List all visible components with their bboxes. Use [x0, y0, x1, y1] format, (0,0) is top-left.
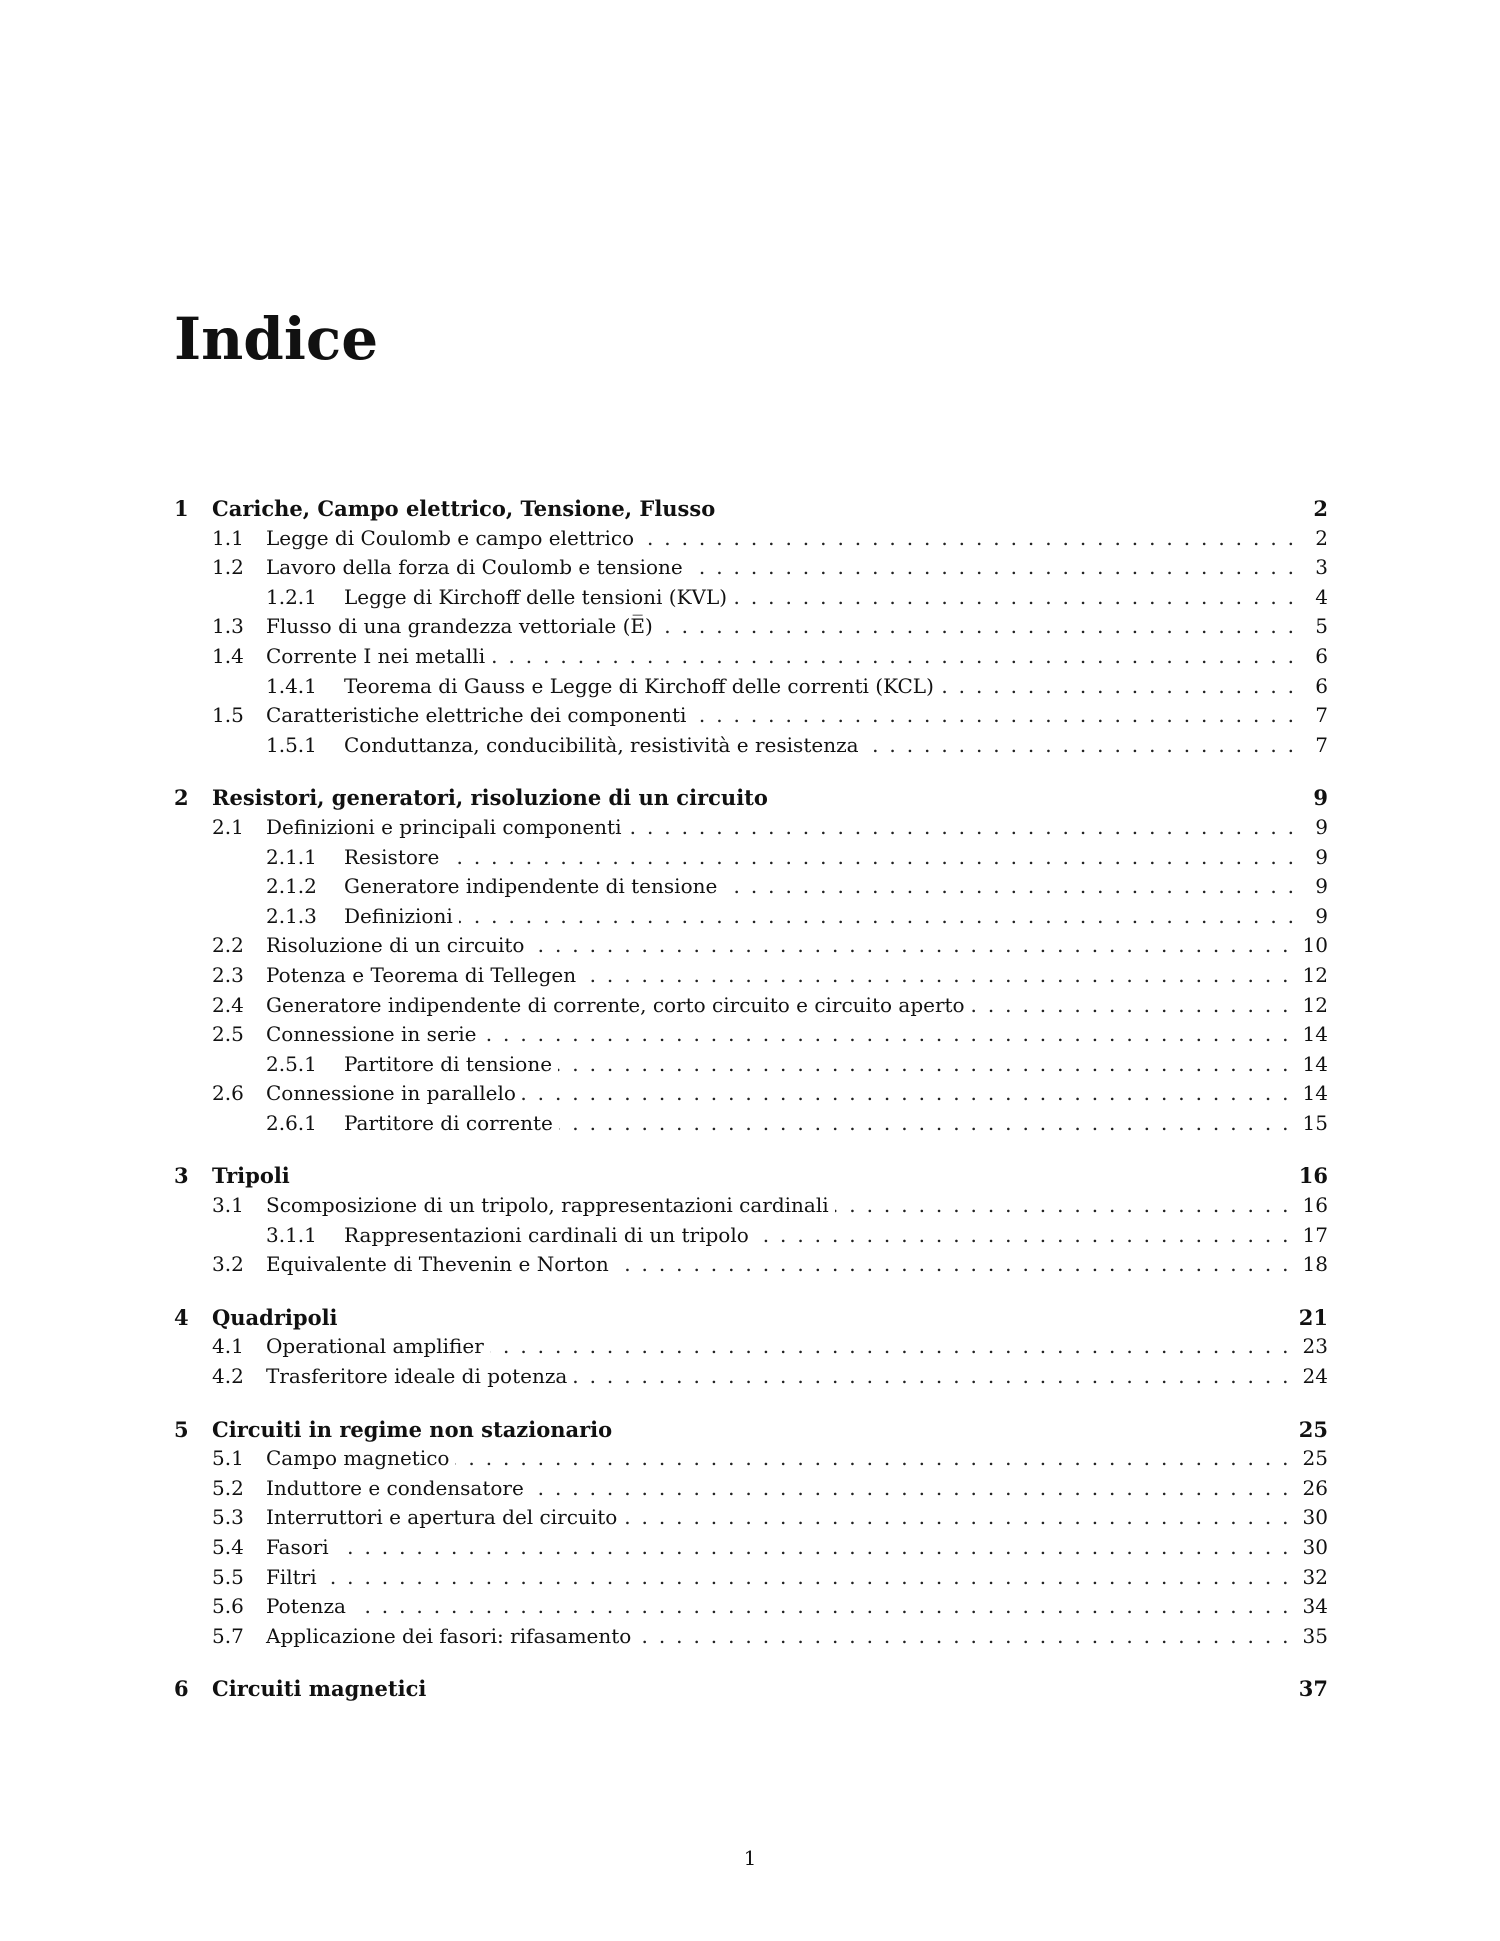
toc-entry-number: 3.1 — [212, 1193, 244, 1218]
toc-entry-title: Potenza — [266, 1594, 346, 1619]
toc-entry-page: 15 — [1302, 1110, 1328, 1135]
toc-entry-page: 23 — [1302, 1334, 1328, 1359]
toc-entry-title: Lavoro della forza di Coulomb e tensione — [266, 555, 683, 580]
toc-entry-page: 7 — [1315, 703, 1328, 728]
toc-section[interactable] — [174, 1081, 1328, 1111]
toc-entry-number: 4 — [174, 1304, 189, 1330]
toc-section[interactable] — [174, 1022, 1328, 1052]
toc-entry-number: 3.2 — [212, 1252, 244, 1277]
toc-entry-page: 4 — [1315, 584, 1328, 609]
dot-leader — [582, 963, 1302, 987]
toc-entry-number: 5.6 — [212, 1594, 244, 1619]
toc-entry-number: 5.4 — [212, 1535, 244, 1559]
toc-entry-number: 1 — [174, 496, 189, 521]
toc-section[interactable] — [174, 555, 1328, 585]
dot-leader — [573, 1364, 1302, 1388]
toc-section[interactable] — [174, 933, 1328, 963]
toc-entry-title: Corrente I nei metalli — [266, 643, 486, 668]
toc-entry-number: 5.5 — [212, 1564, 244, 1589]
toc-entry-page: 2 — [1313, 496, 1328, 521]
page-number: 1 — [743, 1846, 757, 1870]
toc-entry-number: 4.2 — [212, 1364, 244, 1389]
toc-section[interactable] — [174, 1446, 1328, 1476]
toc-entry-title: Interruttori e apertura del circuito — [266, 1505, 618, 1530]
toc-chapter — [174, 1676, 1328, 1706]
dot-leader — [940, 674, 1308, 698]
toc-entry-title: Filtri — [266, 1564, 317, 1589]
toc-entry-number: 5.1 — [212, 1446, 244, 1471]
toc-entry-page: 7 — [1315, 732, 1328, 757]
dot-leader — [755, 1223, 1303, 1247]
toc-entry-title: Caratteristiche elettriche dei componenti — [266, 703, 687, 728]
toc-entry-number: 2.6.1 — [266, 1110, 317, 1135]
toc-entry-title: Definizioni e principali componenti — [266, 814, 622, 839]
toc-entry-page: 14 — [1302, 1022, 1328, 1047]
toc-entry-title: Potenza e Teorema di Tellegen — [266, 962, 577, 987]
dot-leader — [483, 1022, 1303, 1046]
toc-section[interactable] — [174, 1334, 1328, 1364]
dot-leader — [723, 874, 1308, 898]
toc-entry-page: 25 — [1298, 1416, 1328, 1442]
toc-entry-title: Generatore indipendente di corrente, corto circuito e circuito aperto — [266, 992, 965, 1017]
toc-chapter-heading[interactable] — [174, 785, 1328, 815]
dot-leader — [733, 585, 1308, 609]
toc-subsubsection[interactable] — [174, 1223, 1328, 1253]
toc-entry-number: 2.1.2 — [266, 874, 317, 899]
toc-entry-title: Generatore indipendente di tensione — [344, 874, 718, 899]
dot-leader — [459, 904, 1308, 928]
toc-section[interactable] — [174, 1476, 1328, 1506]
toc-entry-number: 2.1.1 — [266, 844, 317, 869]
table-of-contents — [174, 496, 1328, 1729]
toc-entry-page: 14 — [1302, 1051, 1328, 1076]
dot-leader — [558, 1052, 1303, 1076]
toc-entry-page: 6 — [1315, 673, 1328, 698]
toc-entry-title: Quadripoli — [212, 1304, 338, 1330]
toc-entry-number: 2 — [174, 785, 189, 811]
dot-leader — [530, 1476, 1303, 1500]
toc-section[interactable] — [174, 644, 1328, 674]
toc-entry-number: 1.1 — [212, 525, 244, 550]
toc-section[interactable] — [174, 815, 1328, 845]
toc-entry-number: 4.1 — [212, 1334, 244, 1359]
toc-section[interactable] — [174, 1624, 1328, 1654]
toc-chapter — [174, 1305, 1328, 1394]
dot-leader — [323, 1565, 1303, 1589]
toc-entry-number: 2.3 — [212, 962, 244, 987]
toc-entry-number: 6 — [174, 1676, 189, 1702]
toc-entry-title: Trasferitore ideale di potenza — [266, 1364, 568, 1389]
toc-entry-page: 30 — [1302, 1505, 1328, 1530]
toc-subsubsection[interactable] — [174, 1052, 1328, 1082]
toc-subsubsection[interactable] — [174, 904, 1328, 934]
dot-leader — [623, 1505, 1302, 1529]
toc-chapter — [174, 496, 1328, 762]
toc-entry-title: Circuiti in regime non stazionario — [212, 1416, 613, 1442]
toc-entry-number: 1.2.1 — [266, 584, 317, 609]
toc-entry-page: 24 — [1302, 1364, 1328, 1389]
dot-leader — [335, 1535, 1303, 1559]
toc-entry-number: 3 — [174, 1163, 189, 1189]
dot-leader — [971, 993, 1303, 1017]
toc-chapter-heading[interactable] — [174, 496, 1328, 526]
toc-section[interactable] — [174, 1193, 1328, 1223]
toc-entry-page: 17 — [1302, 1222, 1328, 1247]
toc-section[interactable] — [174, 614, 1328, 644]
dot-leader — [615, 1252, 1303, 1276]
toc-chapter-heading[interactable] — [174, 1305, 1328, 1335]
dot-leader — [640, 526, 1308, 550]
dot-leader — [491, 644, 1308, 668]
toc-section[interactable] — [174, 1565, 1328, 1595]
toc-entry-page: 9 — [1315, 844, 1328, 869]
toc-entry-page: 25 — [1302, 1446, 1328, 1471]
toc-entry-page: 10 — [1302, 933, 1328, 958]
toc-entry-page: 12 — [1302, 962, 1328, 987]
dot-leader — [692, 703, 1308, 727]
toc-entry-title: Partitore di corrente — [344, 1110, 553, 1135]
toc-entry-title: Induttore e condensatore — [266, 1475, 524, 1500]
toc-entry-number: 2.5.1 — [266, 1051, 317, 1076]
toc-section[interactable] — [174, 1364, 1328, 1394]
toc-entry-page: 9 — [1313, 785, 1328, 811]
toc-entry-title: Fasori — [266, 1535, 329, 1559]
toc-entry-number: 5 — [174, 1416, 189, 1442]
toc-section[interactable] — [174, 963, 1328, 993]
dot-leader — [865, 733, 1308, 757]
toc-entry-page: 9 — [1315, 874, 1328, 899]
toc-entry-title: Partitore di tensione — [344, 1051, 553, 1076]
toc-chapter — [174, 785, 1328, 1140]
dot-leader — [490, 1334, 1303, 1358]
page-title: Indice — [174, 305, 379, 373]
toc-entry-page: 34 — [1302, 1594, 1328, 1619]
dot-leader — [352, 1594, 1303, 1618]
toc-entry-title: Tripoli — [212, 1163, 290, 1189]
toc-entry-page: 18 — [1302, 1252, 1328, 1277]
toc-entry-title: Cariche, Campo elettrico, Tensione, Flusso — [212, 496, 716, 521]
toc-entry-number: 2.5 — [212, 1022, 244, 1047]
toc-entry-number: 1.3 — [212, 614, 244, 639]
toc-entry-page: 9 — [1315, 814, 1328, 839]
toc-subsubsection[interactable] — [174, 674, 1328, 704]
toc-entry-page: 35 — [1302, 1623, 1328, 1648]
dot-leader — [522, 1081, 1303, 1105]
toc-chapter-heading[interactable] — [174, 1676, 1328, 1706]
toc-entry-number: 5.7 — [212, 1623, 244, 1648]
toc-entry-number: 1.2 — [212, 555, 244, 580]
toc-entry-title: Definizioni — [344, 903, 453, 928]
toc-section[interactable] — [174, 993, 1328, 1023]
toc-entry-title: Flusso di una grandezza vettoriale (E̅) — [266, 614, 653, 639]
toc-entry-page: 30 — [1302, 1535, 1328, 1559]
toc-entry-title: Campo magnetico — [266, 1446, 450, 1471]
dot-leader — [455, 1446, 1302, 1470]
toc-subsubsection[interactable] — [174, 874, 1328, 904]
toc-entry-number: 1.4 — [212, 643, 244, 668]
toc-section[interactable] — [174, 1505, 1328, 1535]
toc-entry-page: 6 — [1315, 643, 1328, 668]
toc-entry-page: 37 — [1298, 1676, 1328, 1702]
toc-entry-number: 3.1.1 — [266, 1222, 317, 1247]
dot-leader — [689, 555, 1308, 579]
toc-entry-title: Circuiti magnetici — [212, 1676, 427, 1702]
toc-entry-title: Equivalente di Thevenin e Norton — [266, 1252, 609, 1277]
toc-entry-page: 26 — [1302, 1475, 1328, 1500]
toc-subsubsection[interactable] — [174, 1111, 1328, 1141]
toc-section[interactable] — [174, 1594, 1328, 1624]
toc-entry-number: 2.1.3 — [266, 903, 317, 928]
toc-entry-page: 3 — [1315, 555, 1328, 580]
toc-entry-title: Risoluzione di un circuito — [266, 933, 525, 958]
toc-entry-number: 2.6 — [212, 1081, 244, 1106]
toc-subsubsection[interactable] — [174, 733, 1328, 763]
toc-entry-number: 5.3 — [212, 1505, 244, 1530]
toc-entry-page: 9 — [1315, 903, 1328, 928]
toc-entry-number: 1.5 — [212, 703, 244, 728]
toc-entry-number: 2.2 — [212, 933, 244, 958]
toc-entry-number: 2.1 — [212, 814, 244, 839]
dot-leader — [559, 1111, 1303, 1135]
dot-leader — [530, 933, 1302, 957]
toc-section[interactable] — [174, 526, 1328, 556]
toc-entry-title: Connessione in parallelo — [266, 1081, 516, 1106]
toc-entry-number: 1.5.1 — [266, 732, 317, 757]
toc-entry-page: 2 — [1315, 525, 1328, 550]
toc-section[interactable] — [174, 1252, 1328, 1282]
toc-entry-title: Rappresentazioni cardinali di un tripolo — [344, 1222, 749, 1247]
toc-entry-title: Connessione in serie — [266, 1022, 477, 1047]
toc-entry-title: Legge di Coulomb e campo elettrico — [266, 525, 635, 550]
toc-entry-number: 2.4 — [212, 992, 244, 1017]
toc-entry-number: 1.4.1 — [266, 673, 317, 698]
dot-leader — [659, 614, 1308, 638]
toc-entry-page: 14 — [1302, 1081, 1328, 1106]
toc-chapter — [174, 1163, 1328, 1281]
dot-leader — [445, 845, 1308, 869]
toc-section[interactable] — [174, 1535, 1328, 1565]
toc-entry-title: Operational amplifier — [266, 1334, 484, 1359]
toc-entry-number: 5.2 — [212, 1475, 244, 1500]
dot-leader — [835, 1193, 1303, 1217]
toc-entry-title: Applicazione dei fasori: rifasamento — [266, 1623, 632, 1648]
toc-entry-page: 12 — [1302, 992, 1328, 1017]
toc-chapter-heading[interactable] — [174, 1163, 1328, 1193]
dot-leader — [637, 1624, 1302, 1648]
toc-entry-title: Legge di Kirchoff delle tensioni (KVL) — [344, 584, 728, 609]
toc-entry-title: Teorema di Gauss e Legge di Kirchoff delle correnti (KCL) — [344, 673, 934, 698]
toc-entry-title: Resistore — [344, 844, 440, 869]
dot-leader — [628, 815, 1309, 839]
toc-subsubsection[interactable] — [174, 845, 1328, 875]
toc-entry-page: 21 — [1298, 1304, 1328, 1330]
toc-section[interactable] — [174, 703, 1328, 733]
toc-subsubsection[interactable] — [174, 585, 1328, 615]
toc-entry-title: Resistori, generatori, risoluzione di un circuito — [212, 785, 768, 811]
toc-chapter — [174, 1417, 1328, 1654]
toc-entry-page: 16 — [1298, 1163, 1328, 1189]
toc-entry-page: 32 — [1302, 1564, 1328, 1589]
toc-entry-page: 5 — [1315, 614, 1328, 639]
toc-entry-title: Conduttanza, conducibilità, resistività e resistenza — [344, 732, 859, 757]
toc-chapter-heading[interactable] — [174, 1417, 1328, 1447]
toc-entry-page: 16 — [1302, 1193, 1328, 1218]
toc-entry-title: Scomposizione di un tripolo, rappresentazioni cardinali — [266, 1193, 829, 1218]
